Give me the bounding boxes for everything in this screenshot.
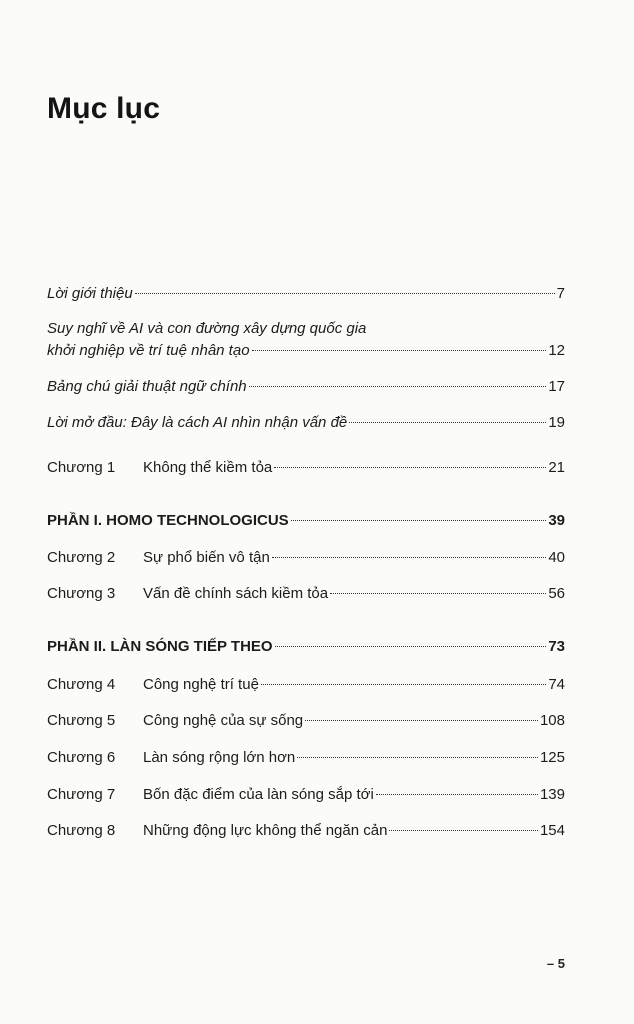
toc-chapter-number: Chương 6 [47,749,116,766]
toc-entry-page: 21 [548,459,565,476]
toc-entry-chapter-3[interactable] [47,584,565,604]
dot-leader [389,830,538,831]
toc-entry-preface[interactable] [47,413,565,433]
toc-chapter-number: Chương 1 [47,459,116,476]
toc-chapter-number: Chương 5 [47,712,116,729]
toc-part-title: PHẦN I. HOMO TECHNOLOGICUS [47,512,289,529]
toc-chapter-number: Chương 4 [47,676,116,693]
toc-entry-page: 7 [556,285,565,302]
dot-leader [291,520,547,521]
toc-entry-page: 19 [548,414,565,431]
toc-entry-label: Vấn đề chính sách kiềm tỏa [143,585,329,602]
toc-entry-ai-thoughts[interactable] [47,318,565,362]
toc-entry-page: 139 [539,786,565,803]
toc-entry-page: 39 [548,512,565,529]
dot-leader [330,593,546,594]
toc-entry-label-line2: khởi nghiệp về trí tuệ nhân tạo [47,342,250,359]
toc-entry-chapter-7[interactable] [47,785,565,805]
toc-entry-label: Bảng chú giải thuật ngữ chính [47,378,247,395]
toc-chapter-number: Chương 8 [47,822,116,839]
toc-entry-page: 40 [548,549,565,566]
toc-entry-label: Sự phổ biến vô tận [143,549,270,566]
toc-entry-chapter-1[interactable] [47,458,565,478]
dot-leader [135,293,555,294]
toc-entry-label: Những động lực không thể ngăn cản [143,822,388,839]
dot-leader [249,386,547,387]
toc-entry-page: 17 [548,378,565,395]
dot-leader [305,720,538,721]
toc-entry-chapter-8[interactable] [47,821,565,841]
toc-entry-chapter-4[interactable] [47,675,565,695]
dot-leader [349,422,546,423]
toc-chapter-number: Chương 3 [47,585,116,602]
toc-entry-label: Làn sóng rộng lớn hơn [143,749,296,766]
toc-entry-label: Công nghệ của sự sống [143,712,304,729]
toc-entry-part-2[interactable] [47,637,565,657]
dot-leader [376,794,538,795]
toc-entry-chapter-5[interactable] [47,711,565,731]
dot-leader [252,350,547,351]
toc-entry-page: 73 [548,638,565,655]
toc-entry-label: Bốn đặc điểm của làn sóng sắp tới [143,786,374,803]
dot-leader [261,684,546,685]
toc-part-title: PHẦN II. LÀN SÓNG TIẾP THEO [47,638,273,655]
toc-entry-label: Không thể kiềm tỏa [143,459,273,476]
page-title: Mục lục [47,92,161,125]
toc-entry-page: 108 [539,712,565,729]
dot-leader [275,646,547,647]
toc-entry-introduction[interactable] [47,284,565,304]
toc-entry-label: Lời mở đầu: Đây là cách AI nhìn nhận vấn đề [47,414,348,431]
toc-entry-label: Lời giới thiệu [47,285,133,302]
toc-entry-chapter-2[interactable] [47,548,565,568]
toc-entry-glossary[interactable] [47,377,565,397]
page-number: – 5 [546,956,565,971]
toc-entry-page: 154 [539,822,565,839]
toc-entry-page: 12 [548,342,565,359]
toc-entry-label-line1: Suy nghĩ về AI và con đường xây dựng quốc gia [47,320,367,337]
toc-chapter-number: Chương 7 [47,786,116,803]
toc-entry-page: 56 [548,585,565,602]
toc-entry-label: Công nghệ trí tuệ [143,676,259,693]
toc-chapter-number: Chương 2 [47,549,116,566]
toc-entry-part-1[interactable] [47,511,565,531]
toc-entry-page: 125 [539,749,565,766]
dot-leader [274,467,546,468]
toc-entry-page: 74 [548,676,565,693]
toc-entry-chapter-6[interactable] [47,748,565,768]
dot-leader [272,557,547,558]
dot-leader [297,757,538,758]
